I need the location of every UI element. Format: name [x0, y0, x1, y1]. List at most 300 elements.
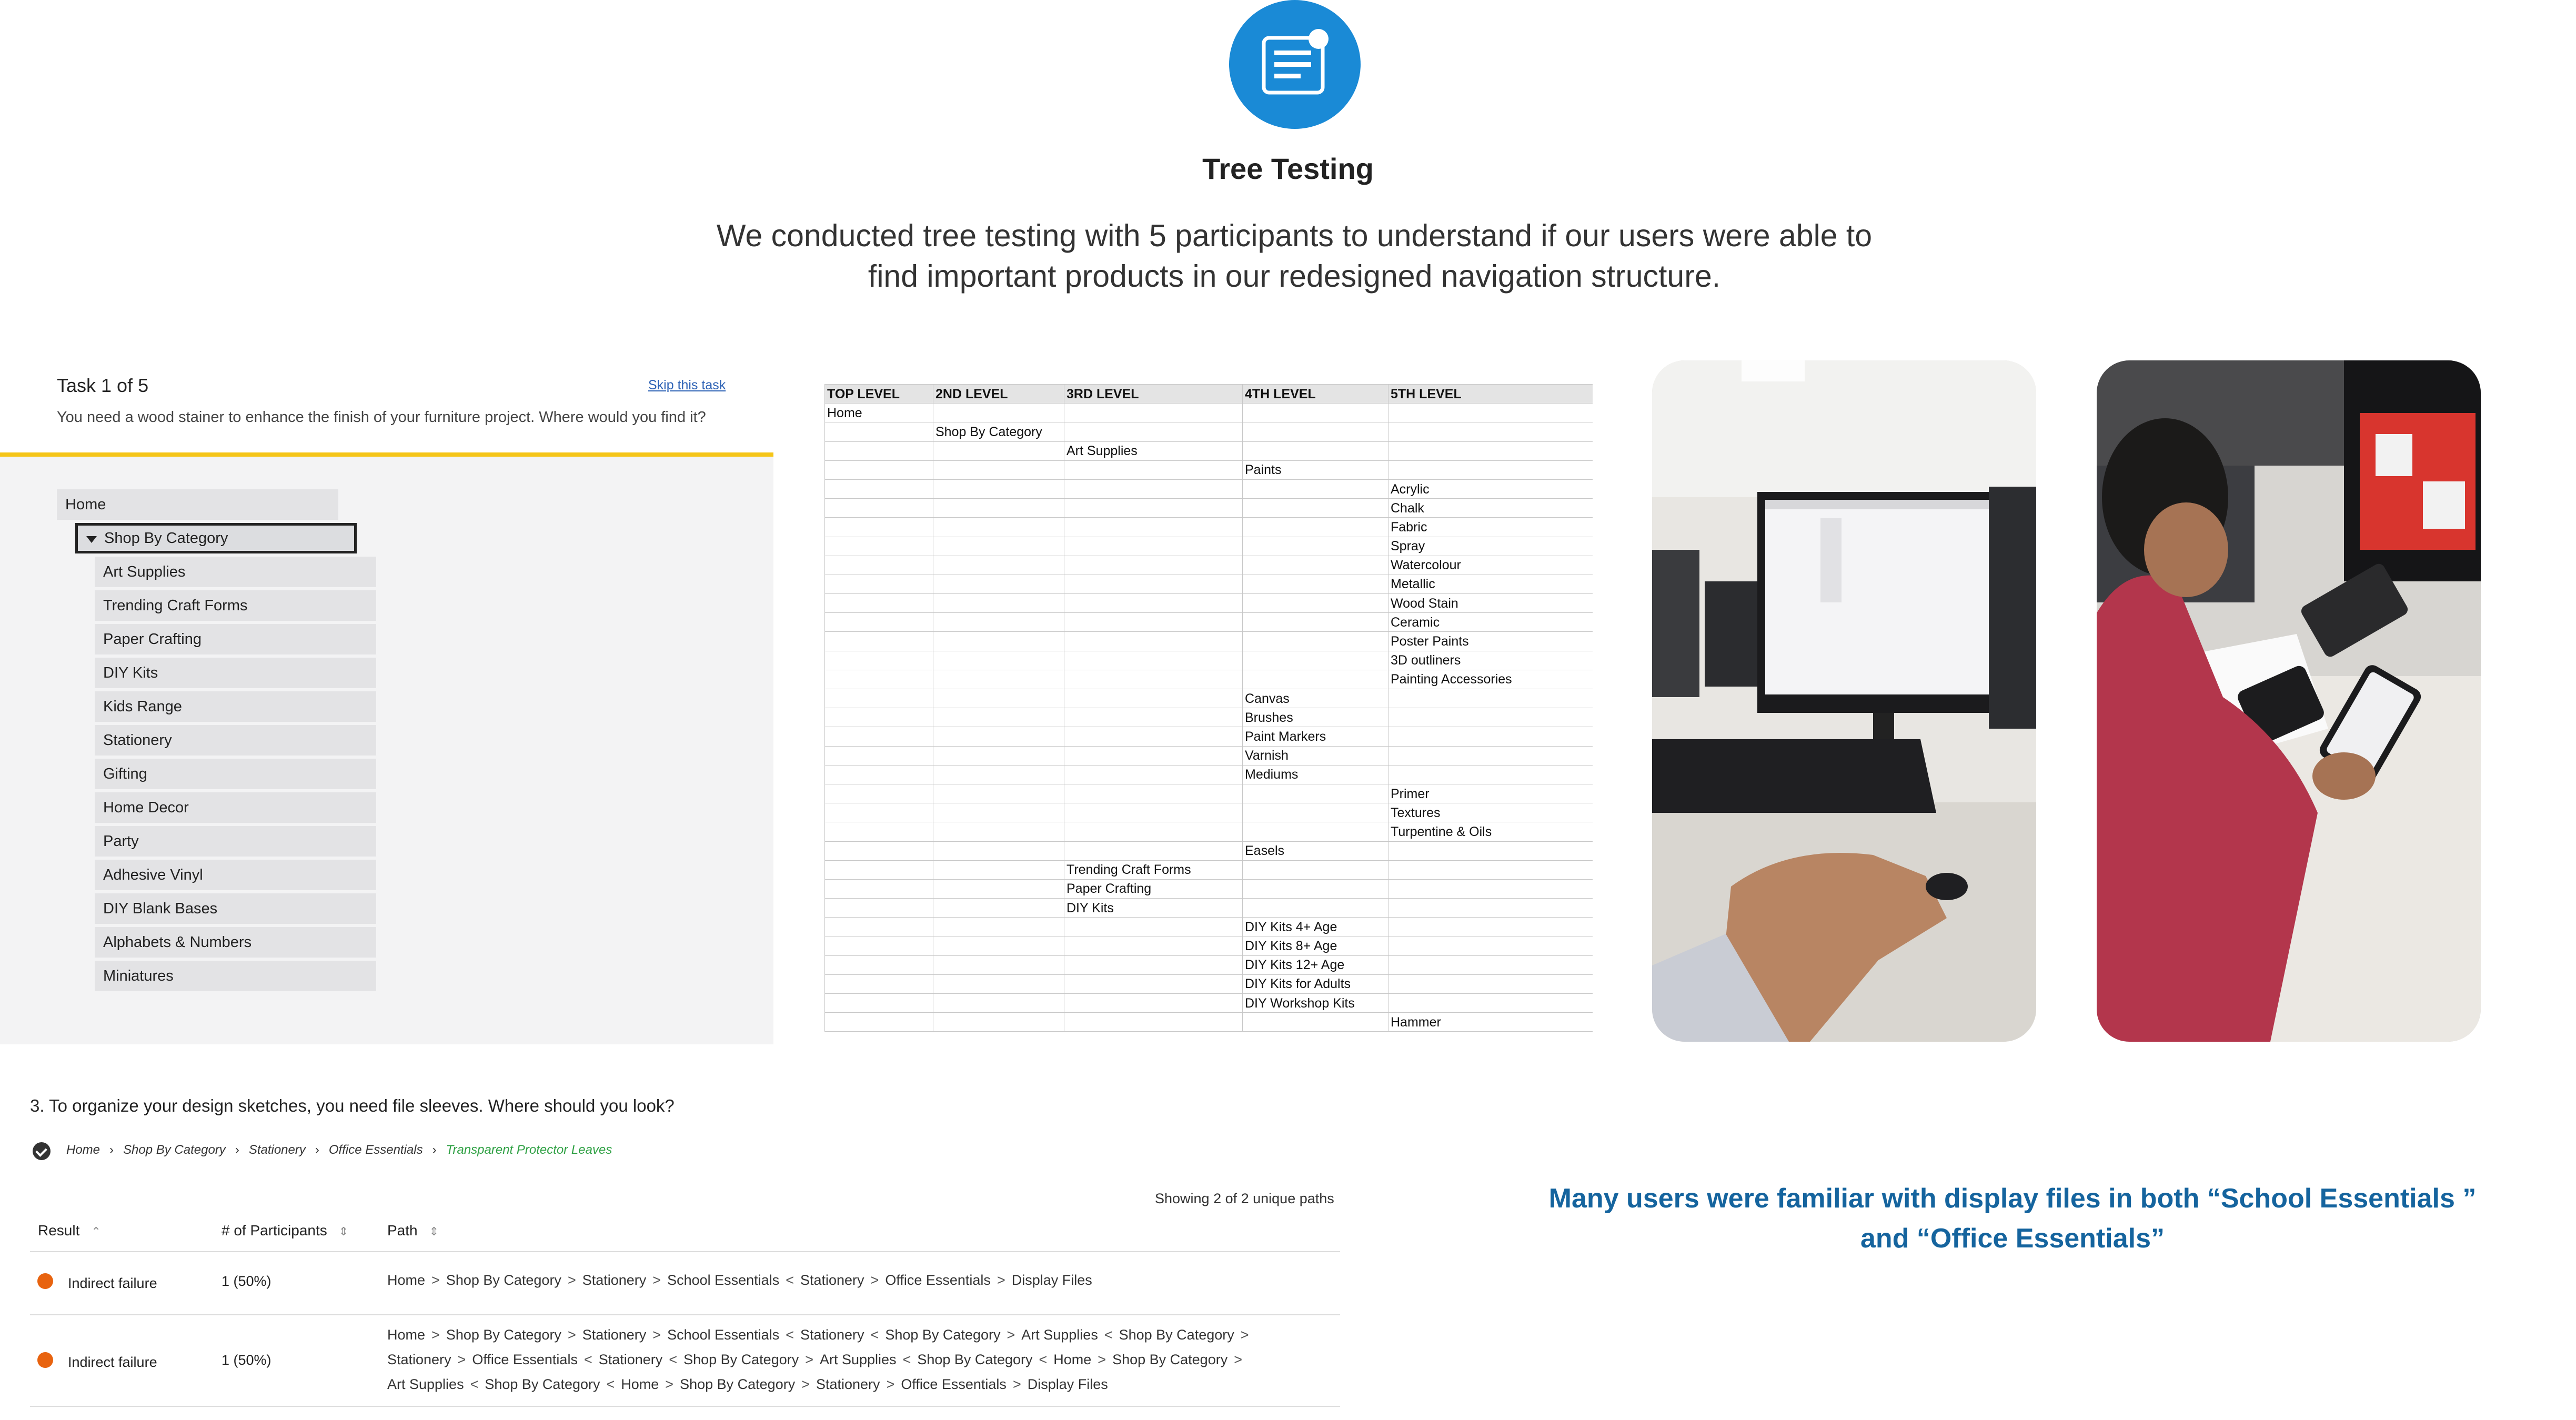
path-line	[387, 1268, 1092, 1293]
sheet-cell: Poster Paints	[1388, 632, 1593, 651]
sheet-row	[825, 479, 1593, 498]
path-step: Shop By Category	[1119, 1327, 1234, 1343]
chevron-right-icon: >	[1012, 1376, 1021, 1392]
path-step: Stationery	[387, 1352, 451, 1367]
sheet-cell	[1064, 613, 1243, 632]
sheet-cell	[1388, 746, 1593, 765]
sheet-cell	[1243, 404, 1388, 422]
sheet-cell	[1064, 936, 1243, 955]
chevron-right-icon: >	[801, 1376, 810, 1392]
sheet-cell	[1243, 803, 1388, 822]
sheet-cell	[825, 974, 933, 993]
sheet-row	[825, 632, 1593, 651]
tree-node-item[interactable]: Party	[95, 826, 376, 857]
sheet-row	[825, 765, 1593, 784]
sheet-cell	[825, 955, 933, 974]
chevron-right-icon: >	[665, 1376, 674, 1392]
column-header-label: Path	[387, 1222, 418, 1238]
sheet-cell	[933, 822, 1064, 841]
sheet-cell: DIY Kits	[1064, 899, 1243, 918]
tree-node-item[interactable]: Gifting	[95, 759, 376, 789]
sheet-cell	[825, 422, 933, 441]
path-step: Stationery	[800, 1272, 864, 1288]
chevron-left-icon: <	[786, 1327, 794, 1343]
path-step: Office Essentials	[885, 1272, 991, 1288]
chevron-right-icon: ›	[315, 1143, 319, 1157]
sheet-cell	[825, 765, 933, 784]
sheet-cell	[933, 727, 1064, 746]
chevron-right-icon: ›	[432, 1143, 437, 1157]
sheet-cell	[1064, 689, 1243, 708]
sheet-cell	[1243, 575, 1388, 593]
sheet-cell	[1243, 822, 1388, 841]
sheet-cell: Brushes	[1243, 708, 1388, 727]
sheet-cell	[1064, 670, 1243, 689]
sheet-cell	[825, 594, 933, 613]
sheet-cell: Turpentine & Oils	[1388, 822, 1593, 841]
path-step: Office Essentials	[472, 1352, 578, 1367]
sheet-cell	[825, 479, 933, 498]
path-step: Display Files	[1011, 1272, 1092, 1288]
sheet-cell	[825, 689, 933, 708]
path-step: Office Essentials	[901, 1376, 1007, 1392]
sheet-cell	[825, 537, 933, 556]
sheet-cell: Paper Crafting	[1064, 879, 1243, 898]
tree-node-item[interactable]: Stationery	[95, 725, 376, 756]
divider	[30, 1314, 1340, 1315]
sheet-cell	[1243, 632, 1388, 651]
sheet-cell	[1388, 441, 1593, 460]
sheet-row	[825, 460, 1593, 479]
sheet-row	[825, 746, 1593, 765]
sheet-cell	[933, 594, 1064, 613]
path-step: Stationery	[582, 1327, 647, 1343]
sheet-cell	[825, 556, 933, 575]
column-header-result[interactable]	[38, 1222, 101, 1239]
sheet-header-cell: 4TH LEVEL	[1243, 385, 1388, 404]
tree-node-item[interactable]: Paper Crafting	[95, 624, 376, 654]
sheet-cell: DIY Kits 8+ Age	[1243, 936, 1388, 955]
path-cell	[387, 1268, 1092, 1293]
sheet-row	[825, 689, 1593, 708]
sheet-cell	[933, 632, 1064, 651]
sheet-cell: Varnish	[1243, 746, 1388, 765]
divider	[30, 1406, 1340, 1407]
path-step: Shop By Category	[446, 1327, 561, 1343]
sheet-cell	[825, 460, 933, 479]
sheet-row	[825, 537, 1593, 556]
sheet-cell	[1243, 670, 1388, 689]
sheet-cell	[1243, 651, 1388, 670]
sheet-row	[825, 613, 1593, 632]
sheet-cell	[1388, 936, 1593, 955]
sheet-cell	[933, 460, 1064, 479]
chevron-left-icon: <	[870, 1327, 879, 1343]
sheet-cell: Home	[825, 404, 933, 422]
sheet-row	[825, 822, 1593, 841]
sheet-cell: Spray	[1388, 537, 1593, 556]
sheet-row	[825, 594, 1593, 613]
sheet-cell	[1243, 441, 1388, 460]
sheet-row	[825, 518, 1593, 537]
sheet-cell	[825, 899, 933, 918]
sheet-cell	[825, 841, 933, 860]
chevron-left-icon: <	[583, 1352, 592, 1367]
sheet-cell	[1064, 994, 1243, 1013]
sheet-row	[825, 651, 1593, 670]
sheet-cell	[1243, 594, 1388, 613]
chevron-right-icon: >	[886, 1376, 895, 1392]
sort-icon[interactable]: ⌃	[91, 1225, 101, 1238]
chevron-right-icon: ›	[235, 1143, 239, 1157]
expand-triangle-icon	[86, 536, 97, 543]
sheet-cell	[933, 670, 1064, 689]
sheet-cell: Trending Craft Forms	[1064, 860, 1243, 879]
sheet-cell: DIY Kits 4+ Age	[1243, 918, 1388, 936]
sheet-row	[825, 441, 1593, 460]
participant-photo-mobile	[2097, 360, 2481, 1042]
sheet-cell	[1388, 994, 1593, 1013]
sheet-cell	[933, 518, 1064, 537]
sheet-cell: Paints	[1243, 460, 1388, 479]
sheet-cell	[825, 651, 933, 670]
sheet-cell	[933, 441, 1064, 460]
sheet-cell	[933, 708, 1064, 727]
tree-node-item[interactable]: Kids Range	[95, 691, 376, 722]
tree-node-home[interactable]: Home	[57, 489, 338, 520]
sheet-cell	[1064, 479, 1243, 498]
sheet-cell	[1243, 899, 1388, 918]
sheet-cell	[825, 879, 933, 898]
sheet-cell	[1243, 613, 1388, 632]
sheet-cell	[1388, 841, 1593, 860]
paths-count: Showing 2 of 2 unique paths	[1155, 1191, 1334, 1206]
sheet-cell	[933, 784, 1064, 803]
sheet-cell	[825, 632, 933, 651]
chevron-left-icon: <	[606, 1376, 615, 1392]
sheet-cell: Art Supplies	[1064, 441, 1243, 460]
sheet-cell	[933, 556, 1064, 575]
sheet-cell	[825, 746, 933, 765]
sheet-cell	[1064, 746, 1243, 765]
sheet-row	[825, 575, 1593, 593]
sheet-cell: Watercolour	[1388, 556, 1593, 575]
sheet-cell	[825, 613, 933, 632]
sheet-cell: Fabric	[1388, 518, 1593, 537]
tree-node-item[interactable]: Home Decor	[95, 792, 376, 823]
sheet-row	[825, 422, 1593, 441]
failure-status-dot-icon	[37, 1352, 53, 1368]
sheet-cell	[933, 575, 1064, 593]
sheet-cell	[1388, 708, 1593, 727]
sheet-header-cell: 5TH LEVEL	[1388, 385, 1593, 404]
sheet-cell	[1388, 765, 1593, 784]
sheet-row	[825, 936, 1593, 955]
sheet-cell	[933, 994, 1064, 1013]
breadcrumb-item: Office Essentials	[328, 1143, 423, 1157]
sheet-cell	[825, 708, 933, 727]
sort-icon[interactable]: ⇕	[429, 1225, 439, 1238]
column-header-participants[interactable]	[222, 1222, 348, 1239]
path-step: Shop By Category	[885, 1327, 1001, 1343]
sheet-cell	[1064, 803, 1243, 822]
sheet-cell	[1243, 1013, 1388, 1032]
sheet-cell: Acrylic	[1388, 479, 1593, 498]
sheet-cell	[1064, 708, 1243, 727]
sheet-cell	[1064, 955, 1243, 974]
sheet-cell	[1064, 499, 1243, 518]
sheet-row	[825, 918, 1593, 936]
participant-count: 1 (50%)	[222, 1352, 271, 1368]
sheet-cell	[825, 670, 933, 689]
sheet-cell: DIY Kits 12+ Age	[1243, 955, 1388, 974]
sheet-row	[825, 727, 1593, 746]
tree-test-task-panel	[0, 363, 773, 1044]
sheet-row	[825, 974, 1593, 993]
tree-node-item[interactable]: Alphabets & Numbers	[95, 927, 376, 958]
intro-line-1: We conducted tree testing with 5 participants to understand if our users were able to	[716, 218, 1873, 253]
failure-status-dot-icon	[37, 1273, 53, 1289]
sheet-row	[825, 879, 1593, 898]
sheet-cell	[933, 613, 1064, 632]
sheet-cell	[1064, 765, 1243, 784]
sheet-cell	[825, 441, 933, 460]
sheet-header-cell: 3RD LEVEL	[1064, 385, 1243, 404]
sheet-cell	[825, 575, 933, 593]
tree-node-label: Shop By Category	[104, 530, 228, 547]
sheet-cell: 3D outliners	[1388, 651, 1593, 670]
chevron-right-icon: >	[1098, 1352, 1106, 1367]
sheet-cell	[825, 822, 933, 841]
sheet-header-cell: 2ND LEVEL	[933, 385, 1064, 404]
chevron-left-icon: <	[1039, 1352, 1048, 1367]
path-step: Shop By Category	[485, 1376, 600, 1392]
column-header-label: Result	[38, 1222, 80, 1238]
sheet-cell	[1388, 879, 1593, 898]
sheet-cell	[1064, 918, 1243, 936]
insight-line-2: and “Office Essentials”	[1860, 1223, 2165, 1254]
tree-node-item[interactable]: DIY Kits	[95, 658, 376, 688]
chevron-right-icon: >	[431, 1272, 440, 1288]
sheet-row	[825, 803, 1593, 822]
chevron-right-icon: >	[567, 1272, 576, 1288]
sheet-cell	[1243, 518, 1388, 537]
sheet-cell	[825, 860, 933, 879]
chevron-right-icon: >	[1007, 1327, 1015, 1343]
task-header	[0, 363, 773, 457]
tree-node-shop-by-category[interactable]	[75, 523, 357, 553]
path-step: Art Supplies	[820, 1352, 897, 1367]
sheet-row	[825, 994, 1593, 1013]
chevron-right-icon: >	[1234, 1352, 1242, 1367]
sheet-cell: Painting Accessories	[1388, 670, 1593, 689]
divider	[30, 1251, 1340, 1252]
participant-count: 1 (50%)	[222, 1273, 271, 1289]
column-header-label: # of Participants	[222, 1222, 327, 1238]
column-header-path[interactable]	[387, 1222, 439, 1239]
sheet-cell	[933, 879, 1064, 898]
sheet-row	[825, 860, 1593, 879]
sheet-cell	[1064, 594, 1243, 613]
sheet-cell	[1388, 899, 1593, 918]
task-title: Task 1 of 5	[57, 375, 149, 396]
sheet-cell	[933, 860, 1064, 879]
task-question: You need a wood stainer to enhance the finish of your furniture project. Where would you find it?	[57, 409, 706, 426]
sort-icon[interactable]: ⇕	[338, 1225, 349, 1238]
sheet-cell	[825, 518, 933, 537]
sheet-cell	[825, 1013, 933, 1032]
tree-node-item[interactable]: DIY Blank Bases	[95, 893, 376, 924]
path-step: Home	[621, 1376, 659, 1392]
breadcrumb-item: Home	[66, 1143, 100, 1157]
sheet-cell	[1243, 860, 1388, 879]
sheet-cell	[933, 918, 1064, 936]
sheet-cell	[1064, 822, 1243, 841]
sheet-cell: Ceramic	[1388, 613, 1593, 632]
path-line	[387, 1372, 1255, 1397]
sheet-cell	[1388, 918, 1593, 936]
chevron-right-icon: >	[457, 1352, 466, 1367]
result-label: Indirect failure	[68, 1354, 157, 1370]
chevron-left-icon: <	[786, 1272, 794, 1288]
navigation-structure-spreadsheet	[824, 384, 1593, 1044]
breadcrumb-final-item: Transparent Protector Leaves	[446, 1143, 612, 1157]
sheet-cell	[1064, 841, 1243, 860]
sheet-cell: DIY Kits for Adults	[1243, 974, 1388, 993]
sheet-cell	[933, 537, 1064, 556]
sheet-header-row	[825, 385, 1593, 404]
results-question: 3. To organize your design sketches, you need file sleeves. Where should you look?	[30, 1096, 675, 1115]
sheet-cell: Paint Markers	[1243, 727, 1388, 746]
chevron-right-icon: >	[805, 1352, 813, 1367]
sheet-cell	[825, 803, 933, 822]
result-label: Indirect failure	[68, 1275, 157, 1291]
sheet-cell	[1064, 575, 1243, 593]
path-step: Shop By Category	[680, 1376, 796, 1392]
tree-testing-logo-icon	[1229, 0, 1361, 129]
intro-text	[621, 216, 1968, 297]
participant-photo-desktop	[1652, 360, 2036, 1042]
sheet-cell	[933, 689, 1064, 708]
chevron-right-icon: >	[652, 1272, 661, 1288]
sheet-cell	[1064, 422, 1243, 441]
sheet-cell	[933, 803, 1064, 822]
path-step: Display Files	[1027, 1376, 1108, 1392]
sheet-cell	[1243, 879, 1388, 898]
tree-node-item[interactable]: Miniatures	[95, 961, 376, 991]
sheet-cell	[825, 784, 933, 803]
sheet-cell: Primer	[1388, 784, 1593, 803]
sheet-row	[825, 499, 1593, 518]
sheet-cell: Easels	[1243, 841, 1388, 860]
path-step: Shop By Category	[683, 1352, 799, 1367]
sheet-cell: DIY Workshop Kits	[1243, 994, 1388, 1013]
sheet-cell	[1064, 727, 1243, 746]
path-step: School Essentials	[667, 1327, 780, 1343]
sheet-cell	[933, 746, 1064, 765]
sheet-cell	[1064, 460, 1243, 479]
sheet-cell	[825, 994, 933, 1013]
sheet-cell	[1064, 404, 1243, 422]
sheet-cell	[1064, 537, 1243, 556]
path-step: Stationery	[816, 1376, 880, 1392]
chevron-left-icon: <	[1104, 1327, 1113, 1343]
path-step: School Essentials	[667, 1272, 780, 1288]
sheet-cell	[1388, 460, 1593, 479]
sheet-cell	[1064, 632, 1243, 651]
path-step: Home	[1053, 1352, 1092, 1367]
sheet-row	[825, 955, 1593, 974]
chevron-right-icon: ›	[109, 1143, 114, 1157]
path-step: Shop By Category	[917, 1352, 1033, 1367]
sheet-cell	[1243, 422, 1388, 441]
sheet-row	[825, 899, 1593, 918]
sheet-cell	[1388, 689, 1593, 708]
path-step: Art Supplies	[387, 1376, 464, 1392]
correct-path-breadcrumb	[66, 1143, 612, 1157]
sheet-cell	[933, 899, 1064, 918]
sheet-cell	[933, 765, 1064, 784]
chevron-right-icon: >	[652, 1327, 661, 1343]
path-step: Art Supplies	[1021, 1327, 1098, 1343]
sheet-cell	[1064, 651, 1243, 670]
sheet-row	[825, 841, 1593, 860]
chevron-right-icon: >	[870, 1272, 879, 1288]
sheet-cell	[825, 918, 933, 936]
sheet-row	[825, 670, 1593, 689]
insight-line-1: Many users were familiar with display files in both “School Essentials ”	[1548, 1183, 2477, 1214]
sheet-cell	[1243, 499, 1388, 518]
sheet-cell: Metallic	[1388, 575, 1593, 593]
path-line	[387, 1347, 1255, 1372]
sheet-cell	[1064, 518, 1243, 537]
sheet-cell	[1243, 479, 1388, 498]
sheet-cell	[825, 499, 933, 518]
sheet-cell	[1388, 727, 1593, 746]
sheet-cell	[933, 936, 1064, 955]
sheet-row	[825, 784, 1593, 803]
chevron-left-icon: <	[902, 1352, 911, 1367]
sheet-cell	[1064, 784, 1243, 803]
sheet-cell	[933, 1013, 1064, 1032]
path-step: Home	[387, 1327, 426, 1343]
sheet-row	[825, 708, 1593, 727]
sheet-cell	[933, 479, 1064, 498]
sheet-cell: Textures	[1388, 803, 1593, 822]
sheet-cell	[1388, 955, 1593, 974]
check-icon	[33, 1142, 51, 1160]
skip-task-link[interactable]: Skip this task	[648, 378, 726, 392]
insight-callout	[1542, 1179, 2483, 1258]
tree-node-item[interactable]: Art Supplies	[95, 557, 376, 587]
sheet-cell	[825, 936, 933, 955]
sheet-cell	[1243, 537, 1388, 556]
sheet-cell	[1243, 784, 1388, 803]
sheet-cell	[1243, 556, 1388, 575]
sheet-cell	[1388, 404, 1593, 422]
path-step: Home	[387, 1272, 426, 1288]
sheet-header-cell: TOP LEVEL	[825, 385, 933, 404]
path-cell	[387, 1323, 1255, 1397]
path-step: Shop By Category	[446, 1272, 561, 1288]
sheet-cell	[1064, 974, 1243, 993]
tree-node-item[interactable]: Trending Craft Forms	[95, 590, 376, 621]
tree-node-item[interactable]: Adhesive Vinyl	[95, 860, 376, 890]
sheet-row	[825, 404, 1593, 422]
breadcrumb-item: Shop By Category	[123, 1143, 226, 1157]
sheet-cell: Wood Stain	[1388, 594, 1593, 613]
sheet-cell	[933, 499, 1064, 518]
